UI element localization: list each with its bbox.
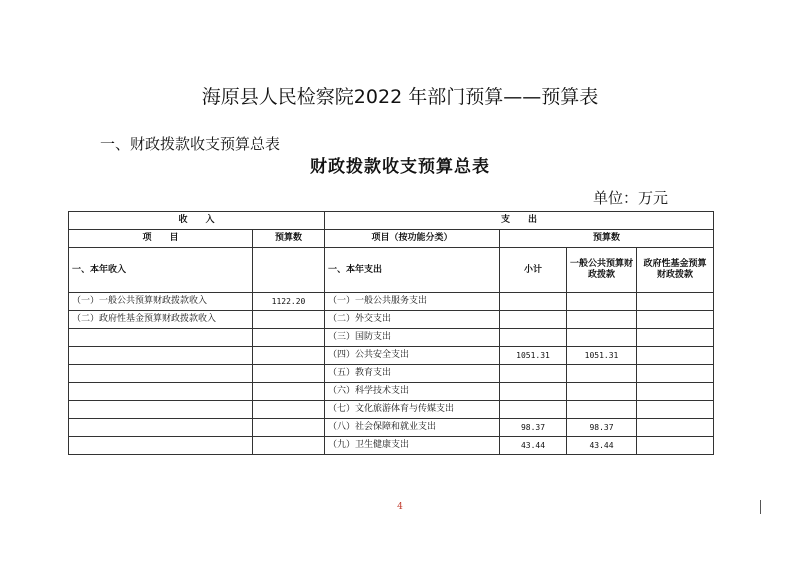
table-title: 财政拨款收支预算总表 <box>310 157 490 177</box>
general-budget-cell: 98.37 <box>567 419 637 437</box>
income-amount-cell <box>253 383 325 401</box>
income-header: 收 入 <box>69 212 325 230</box>
income-amount-cell <box>253 311 325 329</box>
subtotal-cell <box>500 401 567 419</box>
income-item-cell <box>69 401 253 419</box>
expenditure-item-cell: （六）科学技术支出 <box>325 383 500 401</box>
fund-budget-cell <box>637 401 714 419</box>
current-year-expenditure-label: 一、本年支出 <box>325 248 500 293</box>
income-item-cell <box>69 437 253 455</box>
subtotal-cell: 43.44 <box>500 437 567 455</box>
expenditure-item-cell: （三）国防支出 <box>325 329 500 347</box>
section-heading: 一、财政拨款收支预算总表 <box>100 135 281 153</box>
general-budget-cell <box>567 401 637 419</box>
budget-table <box>68 211 714 455</box>
fund-budget-cell <box>637 383 714 401</box>
subtotal-cell <box>500 329 567 347</box>
current-year-income-label: 一、本年收入 <box>69 248 253 293</box>
income-amount-cell: 1122.20 <box>253 293 325 311</box>
item-by-function-header: 项目（按功能分类） <box>325 230 500 248</box>
income-amount-cell <box>253 437 325 455</box>
income-item-cell <box>69 347 253 365</box>
table-row <box>69 401 714 419</box>
expenditure-item-cell: （五）教育支出 <box>325 365 500 383</box>
item-header: 项 目 <box>69 230 253 248</box>
subtotal-cell: 98.37 <box>500 419 567 437</box>
table-row <box>69 437 714 455</box>
income-item-cell: （二）政府性基金预算财政拨款收入 <box>69 311 253 329</box>
income-amount-cell <box>253 329 325 347</box>
margin-line <box>760 500 761 514</box>
header-row-columns <box>69 230 714 248</box>
subtotal-cell <box>500 383 567 401</box>
fund-budget-cell <box>637 311 714 329</box>
fund-budget-cell <box>637 437 714 455</box>
general-budget-cell <box>567 311 637 329</box>
expenditure-item-cell: （二）外交支出 <box>325 311 500 329</box>
fund-budget-cell <box>637 419 714 437</box>
general-budget-cell <box>567 383 637 401</box>
subtotal-cell <box>500 311 567 329</box>
unit-label: 单位：万元 <box>593 189 669 207</box>
budget-amount-right-header: 预算数 <box>500 230 714 248</box>
expenditure-item-cell: （四）公共安全支出 <box>325 347 500 365</box>
income-amount-cell <box>253 347 325 365</box>
fund-budget-cell <box>637 365 714 383</box>
general-budget-cell: 43.44 <box>567 437 637 455</box>
income-amount-cell <box>253 365 325 383</box>
empty-cell <box>253 248 325 293</box>
fund-budget-cell <box>637 347 714 365</box>
general-budget-cell <box>567 365 637 383</box>
table-row <box>69 383 714 401</box>
subtotal-header: 小计 <box>500 248 567 293</box>
expenditure-item-cell: （七）文化旅游体育与传媒支出 <box>325 401 500 419</box>
header-row-subcolumns <box>69 248 714 293</box>
table-row <box>69 419 714 437</box>
general-budget-cell: 1051.31 <box>567 347 637 365</box>
subtotal-cell: 1051.31 <box>500 347 567 365</box>
table-row <box>69 365 714 383</box>
budget-amount-header: 预算数 <box>253 230 325 248</box>
income-item-cell <box>69 365 253 383</box>
fund-budget-cell <box>637 329 714 347</box>
expenditure-item-cell: （九）卫生健康支出 <box>325 437 500 455</box>
subtotal-cell <box>500 365 567 383</box>
page-number: 4 <box>397 502 403 512</box>
table-row <box>69 347 714 365</box>
income-item-cell: （一）一般公共预算财政拨款收入 <box>69 293 253 311</box>
expenditure-header: 支 出 <box>325 212 714 230</box>
income-item-cell <box>69 383 253 401</box>
table-row <box>69 329 714 347</box>
table-row <box>69 293 714 311</box>
table-row <box>69 311 714 329</box>
general-budget-cell <box>567 293 637 311</box>
expenditure-item-cell: （一）一般公共服务支出 <box>325 293 500 311</box>
income-amount-cell <box>253 401 325 419</box>
expenditure-item-cell: （八）社会保障和就业支出 <box>325 419 500 437</box>
income-item-cell <box>69 329 253 347</box>
gov-fund-budget-header: 政府性基金预算财政拨款 <box>637 248 714 293</box>
document-title: 海原县人民检察院2022 年部门预算——预算表 <box>201 86 599 108</box>
income-item-cell <box>69 419 253 437</box>
general-budget-cell <box>567 329 637 347</box>
income-amount-cell <box>253 419 325 437</box>
subtotal-cell <box>500 293 567 311</box>
general-public-budget-header: 一般公共预算财政拨款 <box>567 248 637 293</box>
fund-budget-cell <box>637 293 714 311</box>
header-row-group <box>69 212 714 230</box>
